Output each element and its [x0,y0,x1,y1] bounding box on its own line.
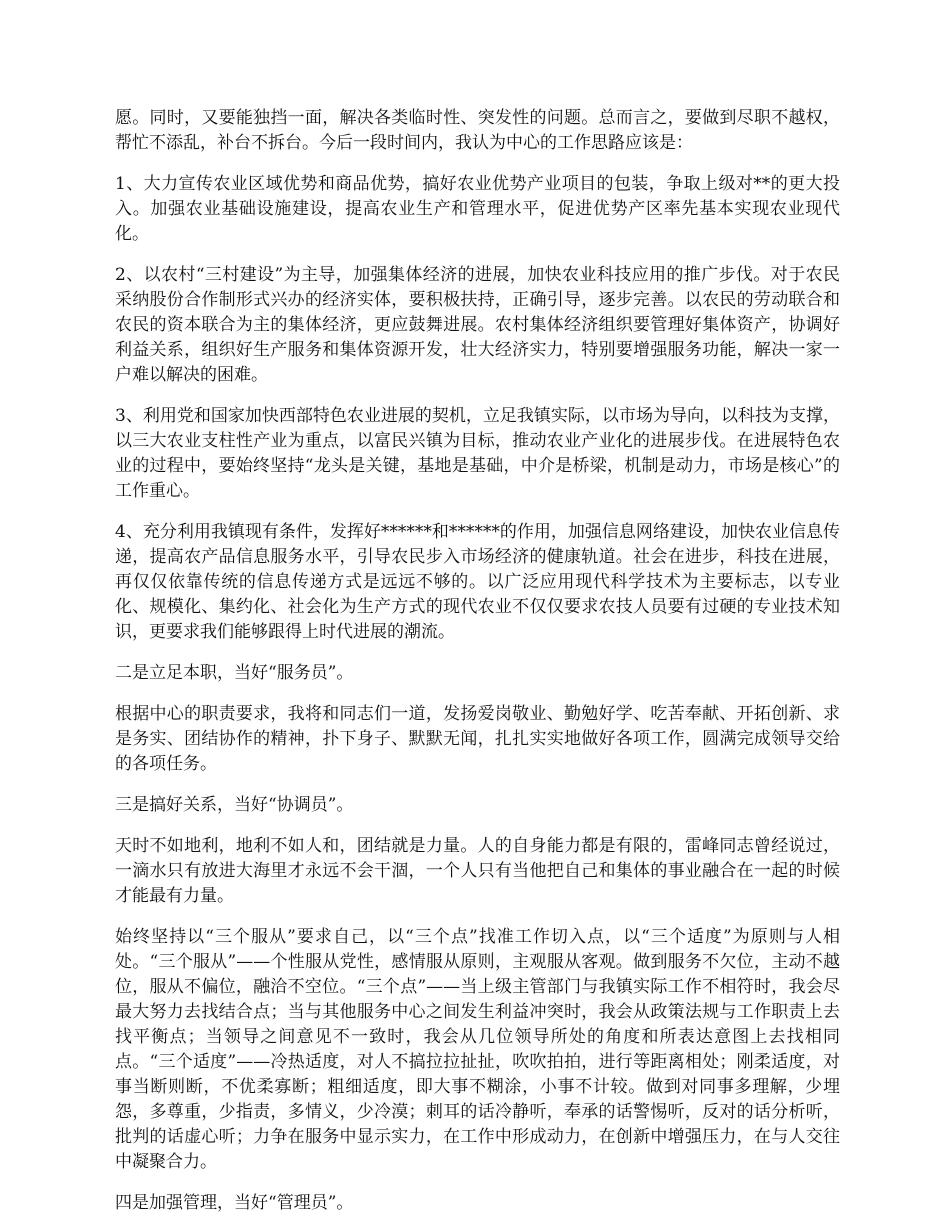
paragraph-item-3: 3、利用党和国家加快西部特色农业进展的契机，立足我镇实际，以市场为导向，以科技为支撑，以三大农业支柱性产业为重点，以富民兴镇为目标，推动农业产业化的进展步伐。在进展特色农业的过程中，要始终坚持“龙头是关键，基地是基础，中介是桥梁，机制是动力，市场是核心”的工作重心。 [115,406,840,501]
paragraph-service: 根据中心的职责要求，我将和同志们一道，发扬爱岗敬业、勤勉好学、吃苦奉献、开拓创新、求是务实、团结协作的精神，扑下身子、默默无闻，扎扎实实地做好各项工作，圆满完成领导交给的各项任务。 [115,704,840,774]
section-heading-coordination: 三是搞好关系，当好“协调员”。 [115,795,354,815]
paragraph-intro: 愿。同时，又要能独挡一面，解决各类临时性、突发性的问题。总而言之，要做到尽职不越权，帮忙不添乱，补台不拆台。今后一段时间内，我认为中心的工作思路应该是： [115,108,840,153]
paragraph-item-1: 1、大力宣传农业区域优势和商品优势，搞好农业优势产业项目的包装，争取上级对**的更大投入。加强农业基础设施建设，提高农业生产和管理水平，促进优势产区率先基本实现农业现代化。 [115,174,840,244]
document-body [115,106,840,1232]
paragraph-three-principles: 始终坚持以“三个服从”要求自己，以“三个点”找准工作切入点，以“三个适度”为原则与人相处。“三个服从”——个性服从党性，感情服从原则，主观服从客观。做到服务不欠位，主动不越位，服从不偏位，融洽不空位。“三个点”——当上级主管部门与我镇实际工作不相符时，我会尽最大努力去找结合点；当与其他服务中心之间发生利益冲突时，我会从政策法规与工作职责上去找平衡点；当领导之间意见不一致时，我会从几位领导所处的角度和所表达意图上去找相同点。“三个适度”——冷热适度，对人不搞拉拉扯扯，吹吹拍拍，进行等距离相处；刚柔适度，对事当断则断，不优柔寡断；粗细适度，即大事不糊涂，小事不计较。做到对同事多理解，少埋怨，多尊重，少指责，多情义，少冷漠；刺耳的话冷静听，奉承的话警惕听，反对的话分析听，批判的话虚心听；力争在服务中显示实力，在工作中形成动力，在创新中增强压力，在与人交往中凝聚合力。 [115,927,840,1172]
paragraph-item-4: 4、充分利用我镇现有条件，发挥好******和******的作用，加强信息网络建设，加快农业信息传递，提高农产品信息服务水平，引导农民步入市场经济的健康轨道。社会在进步，科技在进展，再仅仅依靠传统的信息传递方式是远远不够的。以广泛应用现代科学技术为主要标志，以专业化、规模化、集约化、社会化为生产方式的现代农业不仅仅要求农技人员要有过硬的专业技术知识，更要求我们能够跟得上时代进展的潮流。 [115,522,840,642]
paragraph-item-2: 2、以农村“三村建设”为主导，加强集体经济的进展，加快农业科技应用的推广步伐。对于农民采纳股份合作制形式兴办的经济实体，要积极扶持，正确引导，逐步完善。以农民的劳动联合和农民的资本联合为主的集体经济，更应鼓舞进展。农村集体经济组织要管理好集体资产，协调好利益关系，组织好生产服务和集体资源开发，壮大经济实力，特别要增强服务功能，解决一家一户难以解决的困难。 [115,265,840,385]
paragraph-unity: 天时不如地利，地利不如人和，团结就是力量。人的自身能力都是有限的，雷峰同志曾经说过，一滴水只有放进大海里才永远不会干涸，一个人只有当他把自己和集体的事业融合在一起的时候才能最有力量。 [115,836,840,906]
section-heading-management: 四是加强管理，当好“管理员”。 [115,1193,354,1213]
section-heading-service: 二是立足本职，当好“服务员”。 [115,663,354,683]
